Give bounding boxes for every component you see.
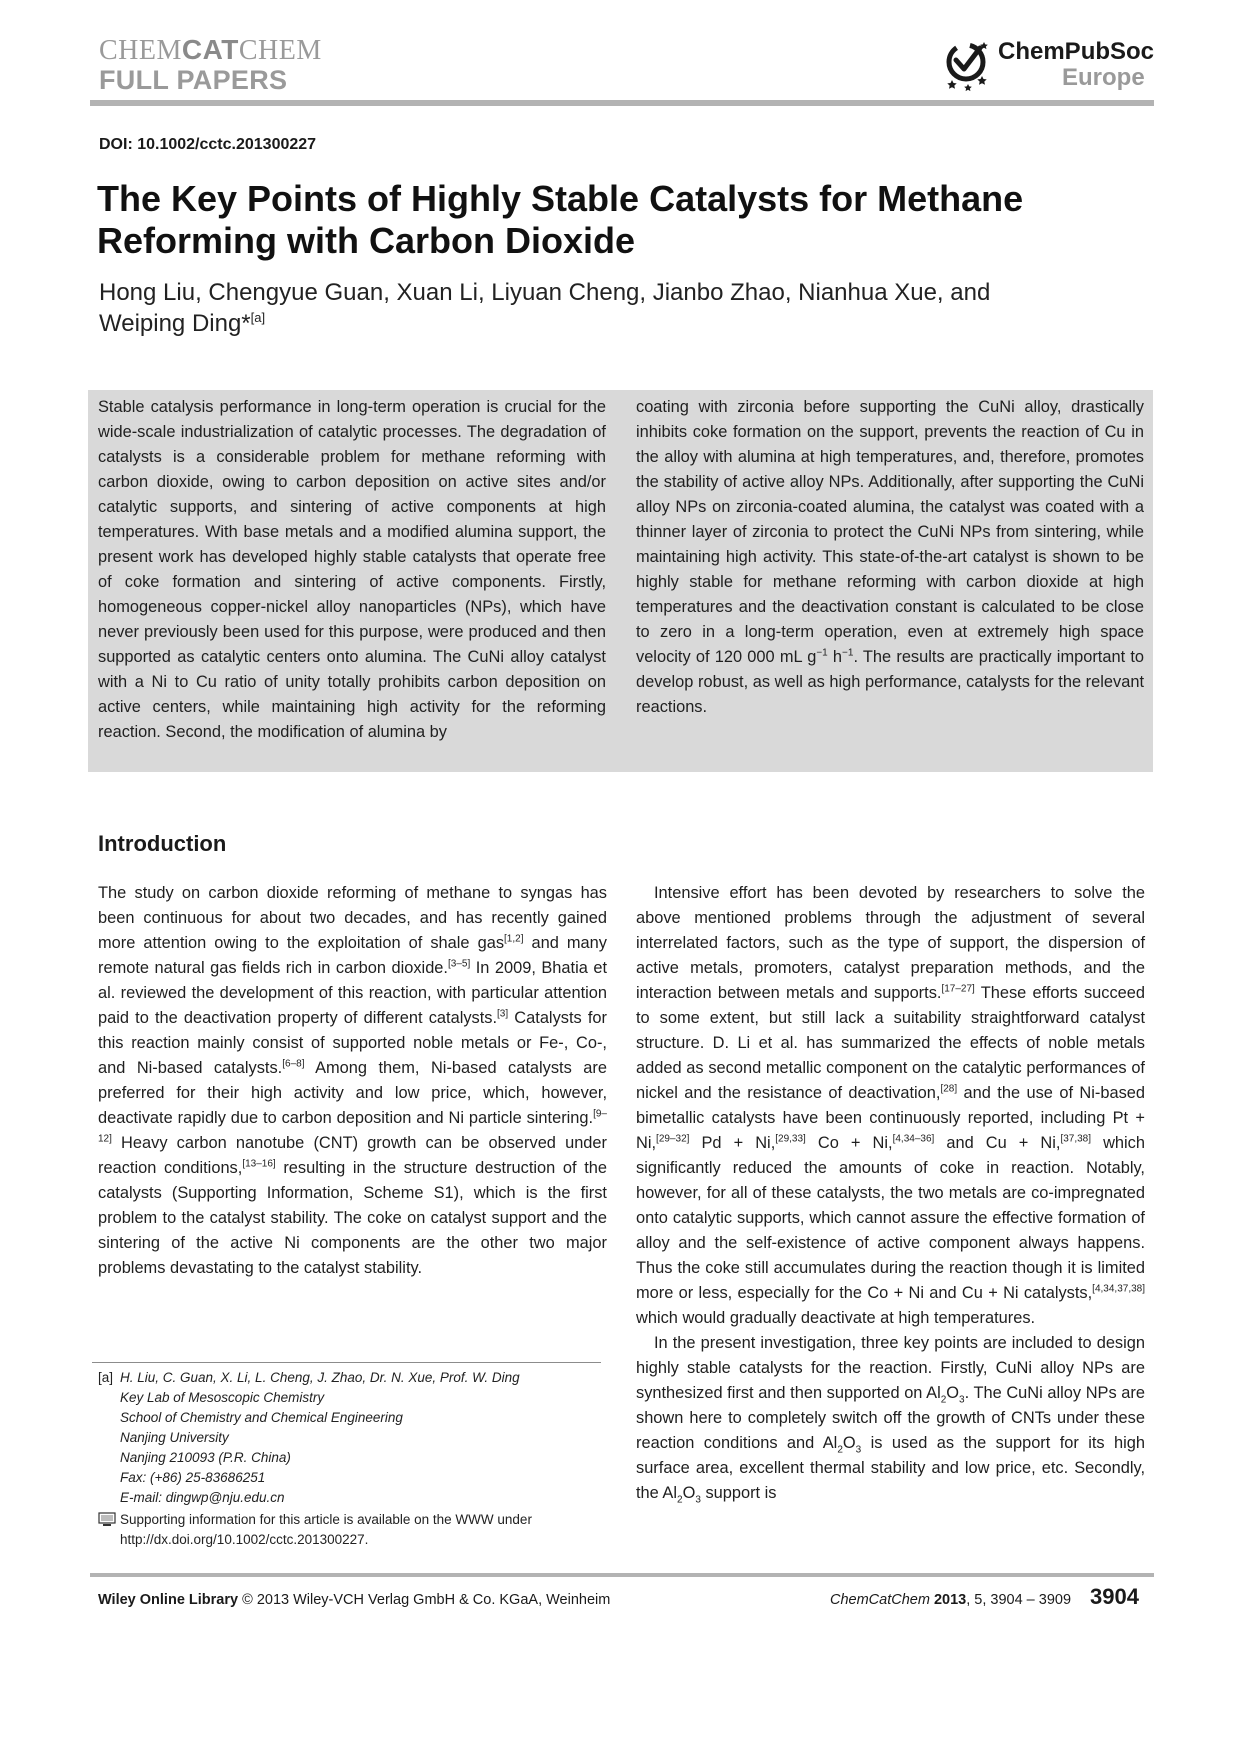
- citation[interactable]: [29,33]: [775, 1133, 806, 1145]
- chempubsoc-star-icon: [940, 36, 998, 94]
- wiley-online-library-link[interactable]: Wiley Online Library: [98, 1592, 239, 1608]
- volume-pages: , 5, 3904 – 3909: [966, 1592, 1072, 1608]
- author-list: [99, 277, 1099, 339]
- citation[interactable]: [37,38]: [1060, 1133, 1092, 1145]
- citation[interactable]: [1,2]: [504, 933, 524, 945]
- title-line-1: The Key Points of Highly Stable Catalysts for Methane: [97, 178, 1024, 219]
- text-run: resulting in the structure destruction of the catalysts (Supporting Information, Scheme S1), which is the first problem to the catalyst stability. The coke on catalyst support and the sintering of the active Ni components are the other two major problems devastating to the catalyst stability.: [98, 1159, 607, 1277]
- publisher-name: ChemPubSoc: [998, 38, 1155, 65]
- text-run: Co + Ni,: [805, 1134, 893, 1152]
- journal-name-suffix: CHEM: [238, 35, 322, 66]
- subscript: 2: [940, 1394, 947, 1406]
- footer-rule: [90, 1573, 1154, 1577]
- abstract-left-column: Stable catalysis performance in long-term operation is crucial for the wide-scale industrialization of catalytic processes. The degradation of catalysts is a considerable problem for methane reforming with carbon dioxide, owing to carbon deposition on active sites and/or catalytic supports, and sintering of active components at high temperatures. With base metals and a modified alumina support, the present work has developed highly stable catalysts that operate free of coke formation and sintering of active components. Firstly, homogeneous copper-nickel alloy nanoparticles (NPs), which have never previously been used for this purpose, were produced and then supported as catalytic centers onto alumina. The CuNi alloy catalyst with a Ni to Cu ratio of unity totally prohibits carbon deposition on active centers, while maintaining high activity for the reforming reaction. Second, the modification of alumina by: [98, 398, 606, 741]
- journal-name-bold: CAT: [181, 34, 239, 65]
- footnote-line: Key Lab of Mesoscopic Chemistry: [120, 1390, 325, 1405]
- paragraph: [636, 1331, 1145, 1506]
- text-run: The study on carbon dioxide reforming of methane to syngas has been continuous for about two decades, and has recently gained more attention owing to the exploitation of shale gas: [98, 884, 607, 952]
- text-run: In 2009, Bhatia et al. reviewed the development of this reaction, with particular attention paid to the deactivation property of different catalysts.: [98, 959, 607, 1027]
- text-run: In the present investigation, three key points are included to design highly stable catalysts for the reaction. Firstly, CuNi alloy NPs are synthesized first and then supported on Al: [636, 1334, 1145, 1402]
- unit-exponent: −1: [842, 647, 854, 659]
- citation[interactable]: [6–8]: [282, 1058, 305, 1070]
- text-run: and the use of Ni-based bimetallic catalysts have been continuously reported, including Pt + Ni,: [636, 1084, 1145, 1152]
- text-run: Pd + Ni,: [689, 1134, 776, 1152]
- citation[interactable]: [3]: [497, 1008, 509, 1020]
- subscript: 3: [959, 1394, 965, 1406]
- text-run: and Cu + Ni,: [934, 1134, 1061, 1152]
- doi: DOI: 10.1002/cctc.201300227: [99, 136, 317, 153]
- footnote-email[interactable]: E-mail: dingwp@nju.edu.cn: [120, 1490, 285, 1505]
- citation[interactable]: [13–16]: [242, 1158, 276, 1170]
- publisher-logo: [940, 36, 1160, 96]
- text-run: which significantly reduced the amounts of coke in reaction. Notably, however, for all of these catalysts, the two metals are co-impregnated onto catalytic supports, which cannot assure the effective formation of alloy and the self-existence of active component always happens. Thus the coke still accumulates during the reaction though it is limited more or less, especially for the Co + Ni and Cu + Ni catalysts,: [636, 1134, 1145, 1302]
- authors-line-1: Hong Liu, Chengyue Guan, Xuan Li, Liyuan Cheng, Jianbo Zhao, Nianhua Xue, and: [99, 279, 991, 306]
- abstract-unit: h: [827, 648, 843, 666]
- abstract-right-column: [636, 395, 1144, 720]
- footnote-line: Nanjing 210093 (P.R. China): [120, 1450, 291, 1465]
- citation-year: 2013: [933, 1592, 967, 1608]
- citation[interactable]: [3–5]: [447, 958, 471, 970]
- footnote-line: School of Chemistry and Chemical Engineering: [120, 1410, 403, 1425]
- abstract-text-1: coating with zirconia before supporting the CuNi alloy, drastically inhibits coke formation on the support, prevents the reaction of Cu in the alloy with alumina at high temperatures, and, therefore, promotes the stability of active alloy NPs. Additionally, after supporting the CuNi alloy NPs on zirconia-coated alumina, the catalyst was coated with a thinner layer of zirconia to protect the CuNi NPs from sintering, while maintaining high activity. This state-of-the-art catalyst is shown to be highly stable for methane reforming with carbon dioxide at high temperatures and the deactivation constant is calculated to be close to zero in a long-term operation, even at extremely high space velocity of 120 000 mL g: [636, 398, 1144, 666]
- journal-name-prefix: CHEM: [99, 35, 182, 66]
- subscript: 3: [855, 1444, 862, 1456]
- text-run: which would gradually deactivate at high temperatures.: [636, 1309, 1036, 1327]
- text-run: These efforts succeed to some extent, but still lack a suitability straightforward catalyst structure. D. Li et al. has summarized the effects of noble metals added as second metallic component on the catalytic performances of nickel and the resistance of deactivation,: [636, 984, 1145, 1102]
- page-number: 3904: [1090, 1584, 1139, 1609]
- unit-exponent: −1: [816, 647, 828, 659]
- citation[interactable]: [4,34,37,38]: [1092, 1283, 1145, 1295]
- title-line-2: Reforming with Carbon Dioxide: [97, 220, 636, 261]
- paragraph: [636, 881, 1145, 1331]
- footnote-tag: [a]: [98, 1370, 114, 1385]
- subscript: 2: [837, 1444, 843, 1456]
- footnote-body: [120, 1368, 520, 1508]
- journal-name: [99, 34, 322, 67]
- citation[interactable]: [28]: [940, 1083, 958, 1095]
- authors-line-2: [99, 308, 1099, 339]
- text-run: O: [682, 1484, 696, 1502]
- publisher-region: Europe: [1062, 64, 1145, 91]
- footer-copyright: [98, 1590, 610, 1610]
- body-left-column: [98, 881, 607, 1281]
- subscript: 3: [695, 1494, 701, 1506]
- text-run: is used as the support for its high surface area, excellent thermal stability and low price, etc. Secondly, the Al: [636, 1434, 1146, 1502]
- article-title: [97, 178, 1177, 262]
- text-run: support is: [700, 1484, 777, 1502]
- section-heading-introduction: Introduction: [98, 831, 227, 856]
- text-run: Heavy carbon nanotube (CNT) growth can be observed under reaction conditions,: [98, 1134, 607, 1177]
- citation[interactable]: [4,34–36]: [892, 1133, 935, 1145]
- footnote-line: H. Liu, C. Guan, X. Li, L. Cheng, J. Zhao, Dr. N. Xue, Prof. W. Ding: [120, 1370, 520, 1385]
- subscript: 2: [677, 1494, 683, 1506]
- text-run: Among them, Ni-based catalysts are preferred for their high activity and low price, which, however, deactivate rapidly due to carbon deposition and Ni particle sintering.: [98, 1059, 607, 1127]
- text-run: Catalysts for this reaction mainly consist of supported noble metals or Fe-, Co-, and Ni-based catalysts.: [98, 1009, 607, 1077]
- body-right-column: [636, 881, 1145, 1506]
- computer-monitor-icon: [98, 1512, 116, 1527]
- paper-type: FULL PAPERS: [99, 65, 288, 95]
- text-run: and many remote natural gas fields rich in carbon dioxide.: [98, 934, 607, 977]
- authors-line-2-text: Weiping Ding*: [99, 310, 251, 337]
- text-run: O: [842, 1434, 856, 1452]
- footnote-line: Fax: (+86) 25-83686251: [120, 1470, 266, 1485]
- copyright-text: © 2013 Wiley-VCH Verlag GmbH & Co. KGaA, Weinheim: [242, 1592, 611, 1608]
- citation[interactable]: [29–32]: [656, 1133, 690, 1145]
- journal-abbrev: ChemCatChem: [830, 1592, 930, 1608]
- text-run: . The CuNi alloy NPs are shown here to completely switch off the growth of CNTs under these reaction conditions and Al: [636, 1384, 1145, 1452]
- citation[interactable]: [9–12]: [98, 1108, 607, 1145]
- text-run: Intensive effort has been devoted by researchers to solve the above mentioned problems through the adjustment of several interrelated factors, such as the type of support, the dispersion of active metals, promoters, catalyst preparation methods, and the interaction between metals and supports.: [636, 884, 1145, 1002]
- citation[interactable]: [17–27]: [941, 983, 975, 995]
- affiliation-marker: [a]: [250, 310, 266, 325]
- supporting-info-text[interactable]: Supporting information for this article is available on the WWW under http://dx.doi.org/10.1002/cctc.201300227.: [120, 1512, 532, 1547]
- footnote-line: Nanjing University: [120, 1430, 229, 1445]
- header-rule: [90, 100, 1154, 106]
- paragraph: [98, 881, 607, 1281]
- footer-citation: [830, 1590, 1071, 1610]
- text-run: O: [946, 1384, 960, 1402]
- abstract-text-2: . The results are practically important to develop robust, as well as high performance, catalysts for the relevant reactions.: [636, 648, 1144, 716]
- footnote-rule: [92, 1362, 601, 1363]
